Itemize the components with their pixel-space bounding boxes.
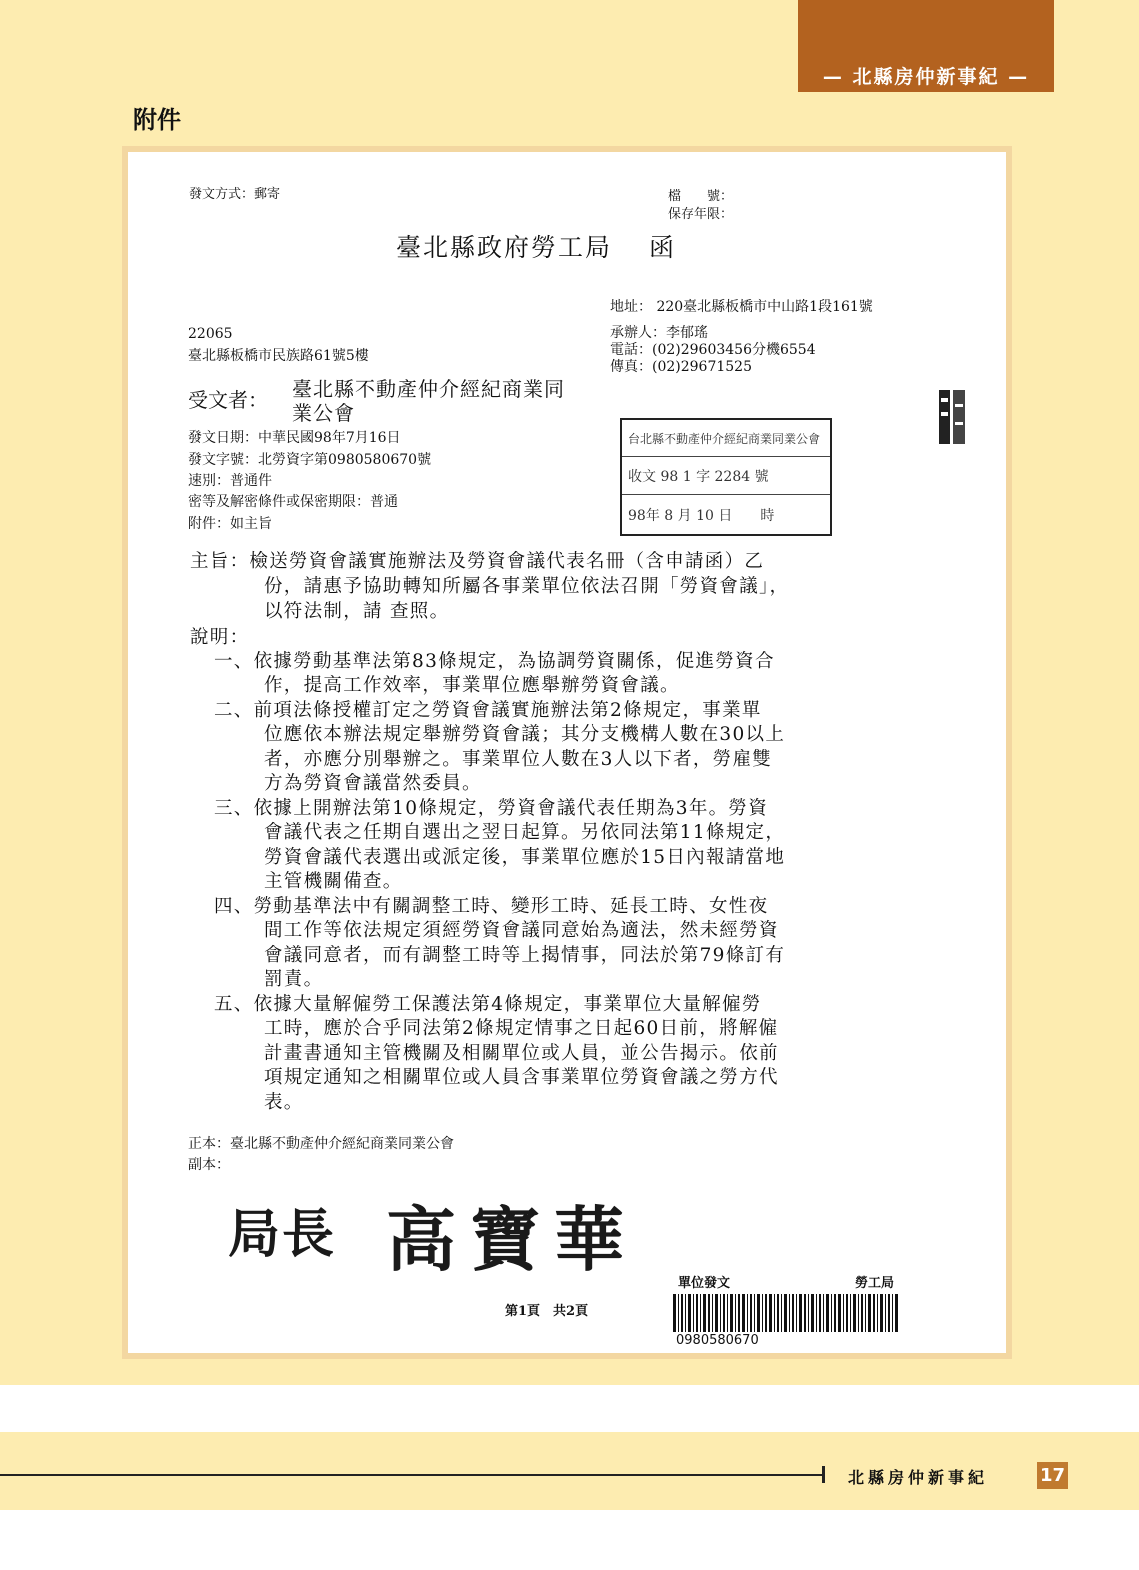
fax: 傳真：(02)29671525: [610, 359, 752, 375]
handler: 承辦人：李郁瑤: [610, 325, 708, 341]
unit-name: 勞工局: [855, 1276, 895, 1291]
header-tab: [798, 0, 1054, 92]
item4-line3: 會議同意者，而有調整工時等上揭情事，同法於第79條訂有: [264, 945, 786, 966]
item5-line1: 五、依據大量解僱勞工保護法第4條規定，事業單位大量解僱勞: [214, 994, 762, 1015]
send-method: 發文方式：郵寄: [189, 187, 281, 202]
signature-title: 局長: [228, 1204, 337, 1265]
item4-line1: 四、勞動基準法中有關調整工時、變形工時、延長工時、女性夜: [214, 896, 769, 917]
subject-line3: 以符法制，請 查照。: [264, 601, 450, 622]
retention-label: 保存年限：: [668, 207, 734, 222]
meta-date: 發文日期：中華民國98年7月16日: [188, 430, 401, 446]
item1-line2: 作，提高工作效率，事業單位應舉辦勞資會議。: [264, 675, 680, 696]
subject-line2: 份，請惠予協助轉知所屬各事業單位依法召開「勞資會議」，: [264, 576, 790, 597]
meta-ref: 發文字號：北勞資字第0980580670號: [188, 452, 432, 468]
section-label: 附件: [133, 106, 181, 134]
item3-line2: 會議代表之任期自選出之翌日起算。另依同法第11條規定，: [264, 822, 786, 843]
recipient-label: 受文者：: [188, 388, 268, 412]
cc-main: 正本：臺北縣不動產仲介經紀商業同業公會: [188, 1136, 454, 1152]
footer-title: 北縣房仲新事紀: [848, 1468, 989, 1487]
stamp-org: 台北縣不動產仲介經紀商業同業公會: [628, 432, 821, 446]
item5-line5: 表。: [264, 1092, 304, 1113]
sender-address: 地址： 220臺北縣板橋市中山路1段161號: [610, 299, 873, 315]
phone: 電話：(02)29603456分機6554: [610, 342, 816, 358]
cc-copy: 副本：: [188, 1157, 230, 1173]
stamp-receipt: 收文 98 1 字 2284 號: [628, 469, 769, 485]
signature-name: 高寶華: [386, 1198, 638, 1281]
item3-line1: 三、依據上開辦法第10條規定，勞資會議代表任期為3年。勞資: [214, 798, 769, 819]
meta-attachment: 附件：如主旨: [188, 516, 272, 532]
barcode-number: 0980580670: [676, 1333, 759, 1348]
item3-line3: 勞資會議代表選出或派定後，事業單位應於15日內報請當地: [264, 847, 786, 868]
explain-label: 說明：: [190, 627, 250, 648]
footer-rule-tick: [822, 1466, 825, 1483]
receipt-stamp: [620, 418, 832, 536]
recipient-zip: 22065: [188, 326, 233, 342]
item2-line1: 二、前項法條授權訂定之勞資會議實施辦法第2條規定，事業單: [214, 700, 762, 721]
item3-line4: 主管機關備查。: [264, 871, 403, 892]
recipient-address: 臺北縣板橋市民族路61號5樓: [188, 348, 369, 364]
item4-line2: 間工作等依法規定須經勞資會議同意始為適法，然未經勞資: [264, 920, 779, 941]
item2-line3: 者，亦應分別舉辦之。事業單位人數在3人以下者，勞雇雙: [264, 749, 773, 770]
scanned-document: [128, 152, 1006, 1353]
item2-line4: 方為勞資會議當然委員。: [264, 773, 482, 794]
recipient-name-line2: 業公會: [292, 401, 355, 425]
item1-line1: 一、依據勞動基準法第83條規定，為協調勞資關係，促進勞資合: [214, 651, 775, 672]
stamp-date: 98年 8 月 10 日 時: [628, 508, 775, 524]
unit-send-label: 單位發文: [678, 1276, 731, 1291]
file-number-label: 檔 號：: [668, 189, 734, 204]
footer-rule: [0, 1474, 822, 1476]
side-seal-mark: [938, 388, 968, 446]
header-tab-title: — 北縣房仲新事紀 —: [822, 66, 1030, 88]
item2-line2: 位應依本辦法規定舉辦勞資會議；其分支機構人數在30以上: [264, 724, 786, 745]
item5-line2: 工時，應於合乎同法第2條規定情事之日起60日前，將解僱: [264, 1018, 779, 1039]
meta-classification: 密等及解密條件或保密期限：普通: [188, 494, 398, 510]
item5-line3: 計畫書通知主管機關及相關單位或人員，並公告揭示。依前: [264, 1043, 779, 1064]
document-title: 臺北縣政府勞工局 函: [396, 233, 676, 262]
barcode: [673, 1294, 898, 1332]
item5-line4: 項規定通知之相關單位或人員含事業單位勞資會議之勞方代: [264, 1067, 779, 1088]
page-info: 第1頁 共2頁: [505, 1304, 589, 1319]
meta-speed: 速別：普通件: [188, 473, 272, 489]
recipient-name-line1: 臺北縣不動產仲介經紀商業同: [292, 377, 565, 401]
subject-line1: 主旨：檢送勞資會議實施辦法及勞資會議代表名冊（含申請函）乙: [190, 551, 765, 572]
page-number-badge: 17: [1037, 1462, 1068, 1489]
item4-line4: 罰責。: [264, 969, 324, 990]
